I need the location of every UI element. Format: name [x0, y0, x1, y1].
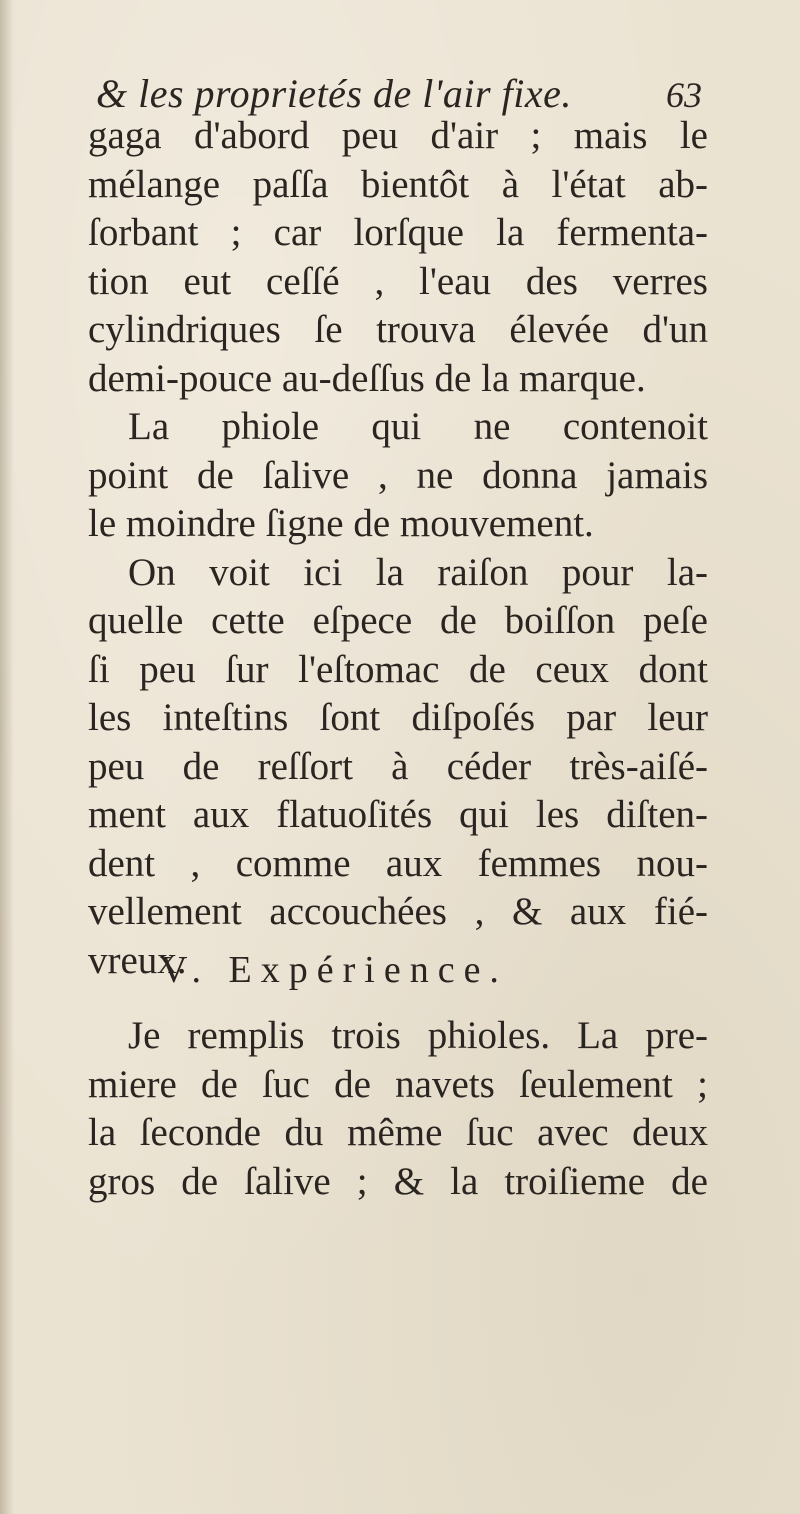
text-line: le moindre ſigne de mouvement. [88, 502, 594, 545]
page-gutter-shadow [0, 0, 14, 1514]
section-heading: V. Expérience. [160, 949, 508, 991]
text-line: demi-pouce au-deſſus de la marque. [88, 356, 646, 400]
text-line: quelle cette eſpece de boiſſon peſe [88, 599, 708, 642]
text-line: On voit ici la raiſon pour la- [128, 550, 708, 594]
text-line: les inteſtins ſont diſpoſés par leur [88, 696, 708, 739]
text-line: vellement accouchées , & aux fié- [88, 890, 708, 933]
text-line: gros de ſalive ; & la troiſieme de [88, 1159, 708, 1203]
text-line: point de ſalive , ne donna jamais [88, 453, 708, 497]
text-line: la ſeconde du même ſuc avec deux [88, 1111, 708, 1154]
text-line: ſi peu ſur l'eſtomac de ceux dont [88, 647, 708, 691]
section-body-text [88, 1012, 708, 1206]
text-line: tion eut ceſſé , l'eau des verres [88, 259, 708, 303]
text-line: ment aux flatuoſités qui les diſten- [88, 793, 708, 836]
text-line: dent , comme aux femmes nou- [88, 841, 708, 885]
text-line: Je remplis trois phioles. La pre- [128, 1014, 708, 1057]
text-line: gaga d'abord peu d'air ; mais le [88, 114, 708, 157]
text-line: La phiole qui ne contenoit [128, 405, 708, 448]
text-line: ſorbant ; car lorſque la fermenta- [88, 211, 708, 254]
text-line: miere de ſuc de navets ſeulement ; [88, 1062, 708, 1106]
body-text [88, 112, 708, 985]
text-line: peu de reſſort à céder très-aiſé- [88, 744, 708, 788]
text-line: cylindriques ſe trouva élevée d'un [88, 308, 708, 351]
text-line: vreux. [88, 938, 187, 982]
page-number: 63 [666, 75, 702, 115]
text-line: mélange paſſa bientôt à l'état ab- [88, 162, 708, 206]
running-title: & les proprietés de l'air fixe. [96, 71, 572, 116]
